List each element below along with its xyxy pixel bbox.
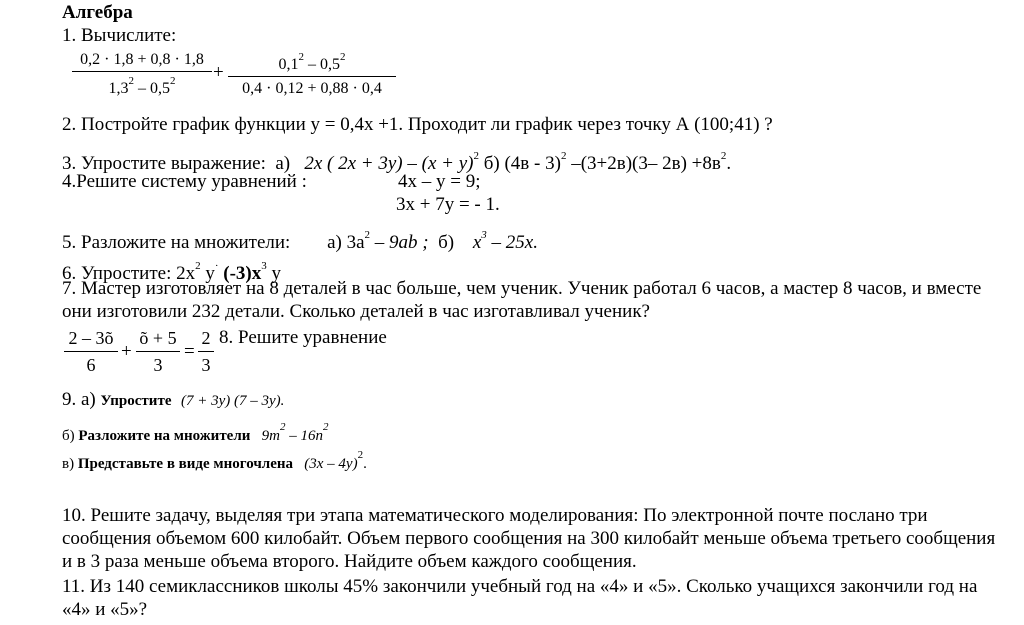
task5-b-label: б) (438, 232, 455, 253)
task8-label: 8. Решите уравнение (219, 327, 387, 348)
task3-a-expr: 2x ( 2x + 3y) – (x + y) (304, 153, 474, 174)
task4-eq2: 3x + 7y = - 1. (396, 194, 500, 215)
fraction-bar (72, 71, 212, 72)
task6: 6. Упростите: $2x^2$ y· $(-3)x^3$ y (62, 260, 281, 284)
task1-frac2-numerator: $0,1^2 - 0,5^2$ (278, 51, 346, 73)
task4-eq1: 4x – y = 9; (398, 171, 481, 192)
task2: 2. Постройте график функции y = 0,4x +1. Проходит ли график через точку А (100;41) ? (62, 114, 773, 135)
task5-a: а) $3a^2 - 9ab$ ; (327, 229, 429, 253)
task1-plus: + (213, 62, 224, 83)
task1-fraction-2 (228, 51, 396, 98)
task1-label: 1. Вычислите: (62, 25, 177, 46)
task1-frac2-denominator: 0,4 · 0,12 + 0,88 · 0,4 (242, 80, 382, 97)
task8-plus: + (121, 341, 132, 362)
task11: 11. Из 140 семиклассников школы 45% закончили учебный год на «4» и «5». Сколько учащихся закончили год на «4» и «5»? (62, 576, 978, 620)
task3-label: 3. Упростите выражение: (62, 153, 266, 174)
task9-c: в) Представьте в виде многочлена (3x – 4y)$^2$. (62, 449, 367, 472)
task1-frac1-denominator: $1,3^2 - 0,5^2$ (108, 75, 176, 97)
task7: 7. Мастер изготовляет на 8 деталей в час больше, чем ученик. Ученик работал 6 часов, а мастер 8 часов, и вместе они изготовили 232 детали. Сколько деталей в час изготавливал ученик? (62, 278, 982, 322)
task1-frac1-numerator: 0,2 · 1,8 + 0,8 · 1,8 (80, 51, 204, 68)
task3-b-expr: б) (4в - 3) (483, 153, 561, 174)
task3: 3. Упростите выражение: а) 2x ( $2x + 3y) - (x + y)^2$ б) (4в - 3)$^2$ –(3+2в)(3– $2в) +8в^2$. (62, 150, 732, 174)
task5-b: $x^3 - 25x$. (472, 229, 538, 253)
task5-label: 5. Разложите на множители: (62, 232, 291, 253)
task1-fraction-1 (72, 51, 212, 98)
fraction-bar (228, 76, 396, 77)
task8-fraction-3: 2 3 (198, 328, 214, 376)
task8-fraction-1: 2 – 3õ 6 (64, 328, 118, 376)
task10: 10. Решите задачу, выделяя три этапа математического моделирования: По электронной почте послано три сообщения объемом 600 килобайт. Объем первого сообщения на 300 килобайт меньше объема третьего сообщения и в 3 раза меньше объема второго. Найдите объем каждого сообщения. (62, 505, 996, 572)
document-title: Алгебра (62, 2, 133, 23)
fraction-bar (136, 351, 180, 352)
task4-label: 4.Решите систему уравнений : (62, 171, 307, 192)
task5 (62, 224, 538, 254)
task9-b: б) Разложите на множители $9m^2 - 16n^2$ (62, 421, 329, 444)
task9-a: 9. а) Упростите (7 + 3y) (7 – 3y). (62, 389, 285, 410)
task8-equals: = (184, 341, 195, 362)
task8-fraction-2: õ + 5 3 (136, 328, 180, 376)
task3-a-label: а) (275, 153, 291, 174)
fraction-bar (64, 351, 118, 352)
fraction-bar (198, 351, 214, 352)
